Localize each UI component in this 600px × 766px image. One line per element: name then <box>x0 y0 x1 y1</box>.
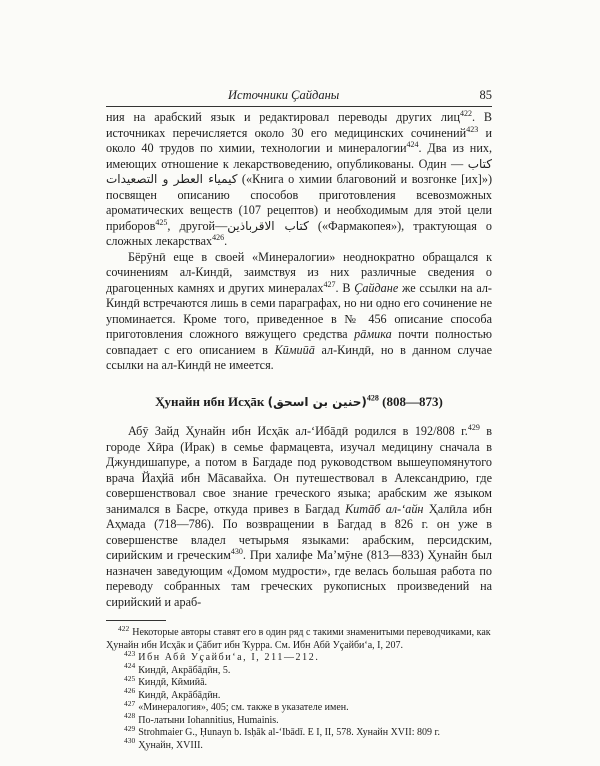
footnote: $^{424}$ Киндӣ, Акрāбāдӣн, 5. <box>124 661 231 676</box>
text-run: . <box>224 234 228 248</box>
running-title: Источники Ҫайданы <box>228 88 340 102</box>
footnote-ref[interactable]: 425 <box>155 217 168 227</box>
footnote-ref[interactable]: 430 <box>230 546 243 556</box>
footnote: $^{428}$ По-латыни Iohannitius, Humainis. <box>124 711 279 726</box>
text-run: . В <box>335 280 355 295</box>
paragraph-1 <box>106 110 492 250</box>
arabic-title-kimiya: كتاب كيمياء العطر و التصعيدات <box>106 156 492 186</box>
italic-term: Кӣмиӣā <box>274 342 315 357</box>
page-body <box>106 110 492 752</box>
header-rule <box>106 106 492 107</box>
text-run: («Книга о химии благовоний и возгонке [их]») посвящен описанию способов приготовления всевозможных ароматических веществ (107 рецептов) и необходимым для этой цели приборов <box>106 172 492 233</box>
text-run: в городе Хӣра (Ирак) в семье фармацевта, изучал медицину сначала в Джундишапуре, а потом в Багдаде под руководством вышеупомянутого врача Йаҳйā ибн Мāсавайха. Он путешествовал в Александрию, где совершенствовал свое знание греческого языка; арабским же языком занимался в Басре, откуда привез в Багдад <box>106 424 492 516</box>
footnote: $^{427}$ «Минералогия», 405; см. также в указателе имен. <box>124 698 349 713</box>
footnote-ref[interactable]: 428 <box>366 393 379 403</box>
text-run: и около 40 трудов по химии, технологии и минералогии <box>106 125 492 155</box>
text-run: («Фармакопея»), трактующая о сложных лекарствах <box>106 218 492 248</box>
text-run: ния на арабский язык и редактировал переводы других лиц <box>106 110 460 124</box>
section-heading <box>106 394 492 411</box>
footnote-ref[interactable]: 429 <box>467 422 480 432</box>
footnote-ref[interactable]: 426 <box>212 232 225 242</box>
text-run: Бёрӯнӣ еще в своей «Минералогии» неоднократно обращался к сочинениям ал-Киндӣ, заимствуя из них различные сведения о драгоценных камнях и других минералах <box>106 249 492 295</box>
footnote: $^{430}$ Ҳунайн, XVIII. <box>124 736 203 751</box>
heading-name: Ҳунайн ибн Исҳāк <box>155 393 265 409</box>
footnote: $^{422}$ Некоторые авторы ставят его в один ряд с такими знаменитыми переводчиками, как Ҳунайн ибн Исҳāк и Ҫāбит ибн Ҡурра. См. Ибн Абӣ Уҫайбиʻа, I, 207. <box>106 623 491 651</box>
footnote: $^{426}$ Киндӣ, Акрāбāдӣн. <box>124 686 221 701</box>
text-run: почти полностью совпадает с его описанием в <box>106 327 492 357</box>
footnotes <box>106 623 492 752</box>
text-run: , другой— <box>167 218 228 233</box>
footnote-ref[interactable]: 427 <box>323 279 336 289</box>
text-run: . В источниках перечисляется около 30 его медицинских сочинений <box>106 110 492 140</box>
text-run: же ссылки на ал-Киндӣ встречаются лишь в семи параграфах, но ни одно его сочинение не упоминается. Кроме того, приведенное в № 456 описание способа приготовления сложного вяжущего средства <box>106 280 492 341</box>
paragraph-3 <box>106 424 492 610</box>
footnote-ref[interactable]: 424 <box>406 139 419 149</box>
footnote: $^{425}$ Киндӣ, Кӣмиӣā. <box>124 673 208 688</box>
text-run: . При халифе Маʼмӯне (813—833) Ҳунайн был назначен заведующим «Домом мудрости», где велась большая работа по переводу собранных там греческих рукописных произведений на сирийский и араб- <box>106 548 493 609</box>
footnote: $^{423}$ Ибн Абӣ Уҫайбиʻа, I, 211—212. <box>124 648 320 663</box>
footnote: $^{429}$ Strohmaier G., Ḥunayn b. Isḥāk al-ʻIbādī. E I, II, 578. Хунайн XVII: 809 г. <box>124 723 440 738</box>
text-run: Абӯ Зайд Ҳунайн ибн Исҳāк ал-ʻИбāдӣ родился в 192/808 г. <box>128 424 468 438</box>
page-number: 85 <box>479 88 492 102</box>
text-run: Ҳалӣла ибн Аҳмада (718—786). По возвращении в Багдад в 826 г. он уже в совершенстве владел четырьмя языками: арабским, персидским, сирийским и греческим <box>106 501 492 562</box>
text-run: ал-Киндӣ, но в данном случае ссылки на ал-Киндӣ не имеется. <box>106 342 492 372</box>
italic-term: Китāб ал-ʻайн <box>345 501 424 516</box>
heading-arabic: (حنين بن اسحق) <box>267 394 367 409</box>
footnote-ref[interactable]: 422 <box>459 108 472 118</box>
italic-term: Ҫайдане <box>354 280 399 295</box>
heading-dates: (808—873) <box>382 393 443 409</box>
footnote-rule <box>106 620 166 621</box>
footnote-ref[interactable]: 423 <box>466 124 479 134</box>
text-run: . Два из них, имеющих отношение к лекарствоведению, опубликованы. Один — <box>106 141 492 171</box>
italic-term: рāмика <box>354 327 392 341</box>
arabic-title-aqrabadin: كتاب الاقرباذين <box>227 218 309 233</box>
paragraph-2 <box>106 250 492 374</box>
